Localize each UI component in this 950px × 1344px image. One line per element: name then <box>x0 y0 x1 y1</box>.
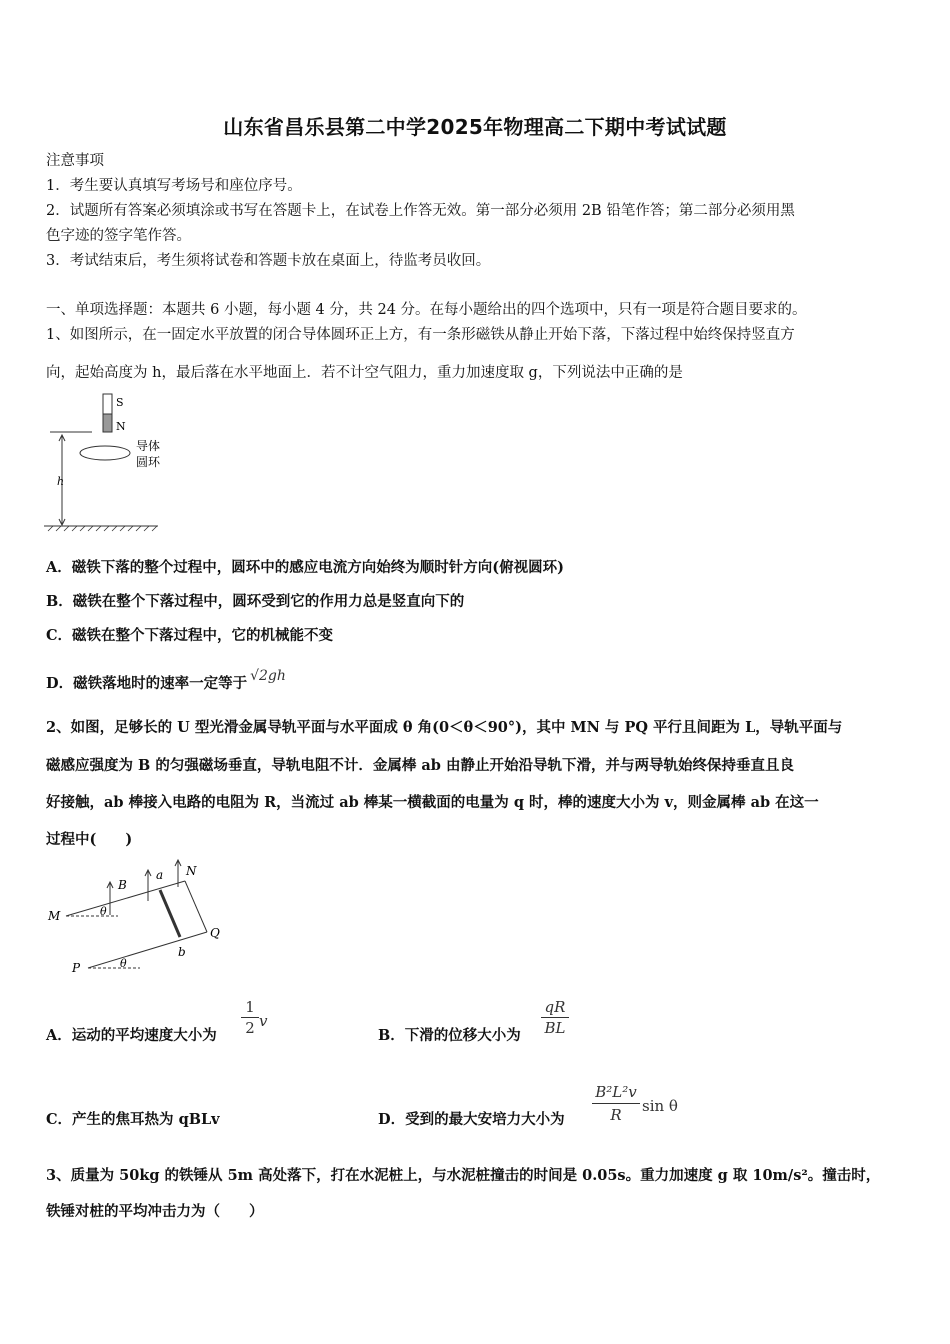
q1-option-d-math: √2gh <box>250 668 286 684</box>
q1-option-c: C．磁铁在整个下落过程中，它的机械能不变 <box>46 627 334 644</box>
q1-text-1: 1、如图所示，在一固定水平放置的闭合导体圆环正上方，有一条形磁铁从静止开始下落，下落过程中始终保持竖直方 <box>46 327 795 343</box>
notice-heading: 注意事项 <box>46 153 104 169</box>
label-m: M <box>48 909 61 923</box>
q2-option-a-denominator: 2 <box>245 1019 255 1037</box>
q2-option-b-numerator: qR <box>544 998 566 1016</box>
label-b-field: B <box>118 878 127 892</box>
magnet-n-pole <box>103 414 112 432</box>
q2-option-a: A．运动的平均速度大小为 <box>46 1027 217 1044</box>
q2-option-a-numerator: 1 <box>245 998 255 1016</box>
q2-option-d-denominator: R <box>610 1106 622 1124</box>
label-p: P <box>72 961 81 975</box>
page-title: 山东省昌乐县第二中学2025年物理高二下期中考试试题 <box>223 115 727 139</box>
label-n: N <box>186 864 197 878</box>
q2-option-d-tail: sin θ <box>642 1097 678 1115</box>
notice-item-1: 1．考生要认真填写考场号和座位序号。 <box>46 178 302 194</box>
ring-label-2: 圆环 <box>136 455 161 469</box>
label-theta-1: θ <box>100 905 107 918</box>
rail-end <box>185 881 207 932</box>
q2-option-d-fraction-bar <box>592 1103 640 1104</box>
label-theta-2: θ <box>120 957 127 970</box>
q2-option-d-fraction <box>591 1083 641 1124</box>
magnet-s-label: S <box>116 396 124 409</box>
q2-option-a-fraction <box>240 998 260 1037</box>
q2-figure <box>40 855 230 980</box>
q1-option-d-label: D．磁铁落地时的速率一定等于 <box>46 675 248 692</box>
q1-figure <box>40 388 180 538</box>
q2-text-3: 好接触，ab 棒接入电路的电阻为 R，当流过 ab 棒某一横截面的电量为 q 时，棒的速度大小为 v，则金属棒 ab 在这一 <box>46 794 819 811</box>
q2-text-2: 磁感应强度为 B 的匀强磁场垂直，导轨电阻不计．金属棒 ab 由静止开始沿导轨下滑，并与两导轨始终保持垂直且良 <box>46 757 794 774</box>
metal-rod-ab <box>160 890 180 937</box>
q2-option-d: D．受到的最大安培力大小为 <box>378 1111 565 1128</box>
section-heading: 一、单项选择题：本题共 6 小题，每小题 4 分，共 24 分。在每小题给出的四个选项中，只有一项是符合题目要求的。 <box>46 302 807 318</box>
conductor-ring <box>80 446 130 460</box>
q2-option-a-fraction-bar <box>241 1017 259 1018</box>
q2-option-d-numerator: B²L²v <box>595 1083 637 1101</box>
q1-option-d <box>46 668 286 693</box>
label-a: a <box>156 868 164 882</box>
q3-text-1: 3、质量为 50kg 的铁锤从 5m 高处落下，打在水泥桩上，与水泥桩撞击的时间是 0.05s。重力加速度 g 取 10m/s²。撞击时， <box>46 1167 881 1184</box>
q2-text-4: 过程中( ) <box>46 831 133 848</box>
ring-label-1: 导体 <box>136 439 161 453</box>
q2-text-1: 2、如图，足够长的 U 型光滑金属导轨平面与水平面成 θ 角(0＜θ＜90°)，其中 MN 与 PQ 平行且间距为 L，导轨平面与 <box>46 719 843 736</box>
q3-text-2: 铁锤对桩的平均冲击力为（ ） <box>46 1203 264 1220</box>
q2-option-a-tail: v <box>259 1012 268 1030</box>
q2-option-b-denominator: BL <box>544 1019 566 1037</box>
q1-option-a: A．磁铁下落的整个过程中，圆环中的感应电流方向始终为顺时针方向(俯视圆环) <box>46 559 564 576</box>
label-b: b <box>178 945 186 959</box>
q1-option-b: B．磁铁在整个下落过程中，圆环受到它的作用力总是竖直向下的 <box>46 593 465 610</box>
q2-option-b: B．下滑的位移大小为 <box>378 1027 521 1044</box>
magnet-n-label: N <box>116 420 126 433</box>
height-label: h <box>57 475 65 488</box>
ground-hatch <box>48 526 157 531</box>
q1-text-2: 向，起始高度为 h，最后落在水平地面上．若不计空气阻力，重力加速度取 g，下列说法中正确的是 <box>46 365 683 381</box>
notice-item-3: 3．考试结束后，考生须将试卷和答题卡放在桌面上，待监考员收回。 <box>46 253 491 269</box>
notice-item-2: 2．试题所有答案必须填涂或书写在答题卡上，在试卷上作答无效。第一部分必须用 2B 铅笔作答；第二部分必须用黑 <box>46 203 795 219</box>
rail-pq <box>88 932 207 968</box>
q2-option-c: C．产生的焦耳热为 qBLv <box>46 1111 220 1128</box>
q2-option-b-fraction-bar <box>541 1017 569 1018</box>
q2-option-b-fraction <box>540 998 570 1037</box>
magnet-s-pole <box>103 394 112 414</box>
notice-item-2-cont: 色字迹的签字笔作答。 <box>46 228 191 244</box>
label-q: Q <box>210 926 220 940</box>
